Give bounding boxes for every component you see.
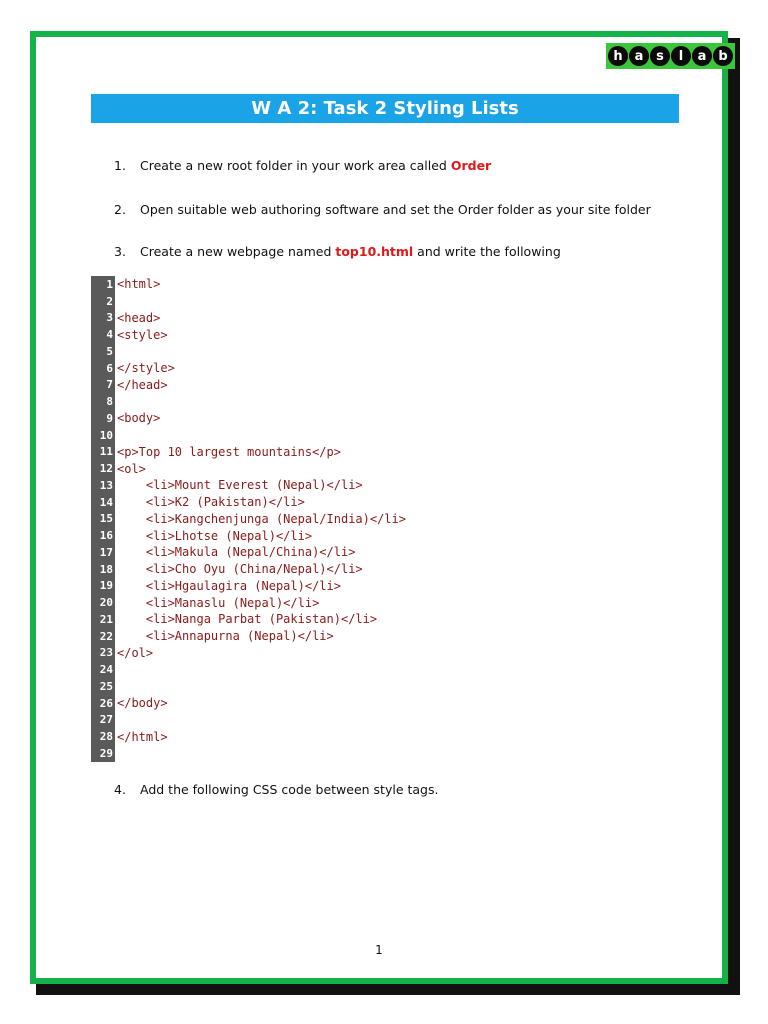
step-number: 4. <box>114 782 126 797</box>
code-line <box>91 712 117 729</box>
line-number: 12 <box>99 462 113 475</box>
line-number: 10 <box>99 428 113 442</box>
code-line <box>91 293 117 310</box>
step-text: Open suitable web authoring software and set the Order folder as your site folder <box>140 202 651 217</box>
code-line <box>91 695 168 712</box>
code-text: <li>Lhotse (Nepal)</li> <box>117 528 313 543</box>
code-text: <p>Top 10 largest mountains</p> <box>117 444 341 459</box>
logo-letter: a <box>692 46 712 66</box>
code-line <box>91 444 341 461</box>
code-line <box>91 745 117 762</box>
code-text: </html> <box>117 729 168 744</box>
logo-letter: h <box>608 46 628 66</box>
line-number: 17 <box>99 545 113 559</box>
line-number: 13 <box>99 478 113 492</box>
code-line <box>91 628 334 645</box>
code-text: </head> <box>117 377 168 392</box>
line-number: 20 <box>99 596 113 609</box>
code-line <box>91 611 377 628</box>
code-line <box>91 594 319 611</box>
code-line <box>91 393 117 410</box>
page-title: W A 2: Task 2 Styling Lists <box>91 94 679 123</box>
line-number: 28 <box>99 730 113 743</box>
line-number: 3 <box>106 311 113 325</box>
line-number: 16 <box>99 529 113 542</box>
code-text: <body> <box>117 411 161 426</box>
logo-letter: s <box>650 46 670 66</box>
line-number: 2 <box>106 294 113 308</box>
code-line <box>91 343 117 360</box>
code-line <box>91 728 168 745</box>
step-highlight: Order <box>450 158 492 173</box>
code-line <box>91 460 146 477</box>
code-line <box>91 645 153 662</box>
code-line <box>91 410 160 427</box>
code-listing <box>91 276 451 762</box>
code-text: </ol> <box>117 645 154 660</box>
code-text: <li>Nanga Parbat (Pakistan)</li> <box>117 612 378 627</box>
code-text: <li>Mount Everest (Nepal)</li> <box>117 478 363 493</box>
code-line <box>91 360 175 377</box>
code-line <box>91 661 117 678</box>
step-number: 1. <box>114 158 126 173</box>
step-text: Create a new root folder in your work area called <box>140 158 451 173</box>
line-number: 14 <box>99 495 113 509</box>
code-text: <li>K2 (Pakistan)</li> <box>117 495 305 509</box>
code-line <box>91 494 305 511</box>
code-text: <style> <box>117 327 168 342</box>
code-line <box>91 326 168 343</box>
step-3 <box>114 244 561 259</box>
line-number: 19 <box>99 579 113 593</box>
code-text: <li>Hgaulagira (Nepal)</li> <box>117 578 341 593</box>
step-1 <box>114 158 491 173</box>
line-number: 27 <box>99 713 113 727</box>
page-number: 1 <box>375 943 383 957</box>
code-line <box>91 511 406 528</box>
line-number: 18 <box>99 562 113 576</box>
code-text: <li>Annapurna (Nepal)</li> <box>117 629 334 643</box>
line-number: 5 <box>106 344 113 358</box>
line-number: 23 <box>99 646 113 660</box>
line-number: 4 <box>106 328 113 341</box>
code-line <box>91 527 312 544</box>
code-text: <ol> <box>117 461 146 476</box>
logo-letter: l <box>671 46 691 66</box>
line-number: 1 <box>106 277 113 291</box>
line-number: 8 <box>106 395 113 408</box>
code-line <box>91 310 160 327</box>
line-number: 22 <box>99 629 113 643</box>
code-line <box>91 678 117 695</box>
step-4 <box>114 782 438 797</box>
line-number: 11 <box>99 445 113 459</box>
code-line <box>91 377 168 394</box>
step-text: Create a new webpage named <box>140 244 336 259</box>
line-number: 15 <box>99 512 113 526</box>
line-number: 9 <box>106 411 113 425</box>
line-number: 7 <box>106 378 113 392</box>
document-page <box>30 31 728 984</box>
code-text: </style> <box>117 361 175 375</box>
code-text: <html> <box>117 277 161 292</box>
line-number: 6 <box>106 361 113 375</box>
code-line <box>91 561 363 578</box>
code-text: </body> <box>117 696 168 710</box>
step-text: Add the following CSS code between style tags. <box>140 782 439 797</box>
code-line <box>91 427 117 444</box>
code-text: <li>Cho Oyu (China/Nepal)</li> <box>117 562 363 576</box>
haslab-logo <box>606 43 735 69</box>
line-number: 25 <box>99 679 113 693</box>
step-text-after: and write the following <box>413 244 561 259</box>
code-line <box>91 276 160 293</box>
step-number: 2. <box>114 202 126 217</box>
code-text: <li>Kangchenjunga (Nepal/India)</li> <box>117 511 406 526</box>
logo-letter: a <box>629 46 649 66</box>
code-line <box>91 544 355 561</box>
line-number: 21 <box>99 612 113 626</box>
code-line <box>91 477 363 494</box>
code-text: <head> <box>117 310 161 325</box>
line-number: 26 <box>99 696 113 710</box>
code-text: <li>Makula (Nepal/China)</li> <box>117 545 356 560</box>
code-line <box>91 578 341 595</box>
code-text: <li>Manaslu (Nepal)</li> <box>117 595 320 610</box>
line-number: 29 <box>99 746 113 760</box>
logo-letter: b <box>713 46 733 66</box>
step-highlight: top10.html <box>335 244 414 259</box>
line-number: 24 <box>99 663 113 676</box>
step-2 <box>114 202 651 217</box>
step-number: 3. <box>114 244 126 259</box>
